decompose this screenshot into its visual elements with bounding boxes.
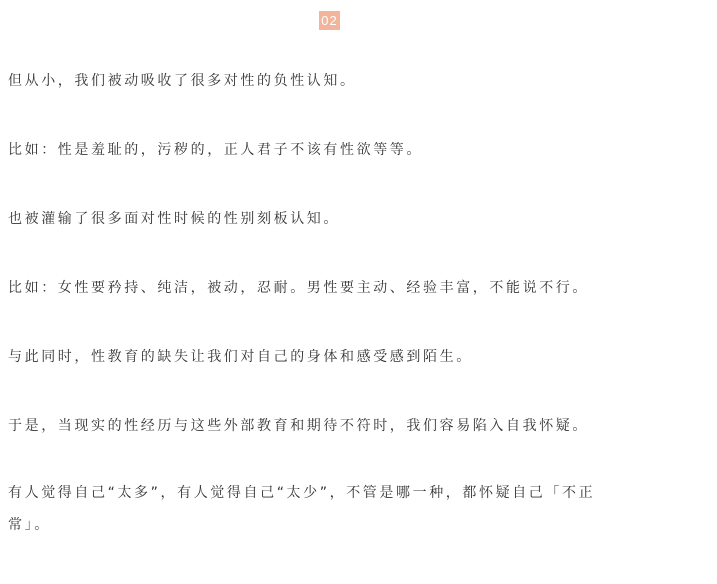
paragraph-3: 也被灌输了很多面对性时候的性别刻板认知。	[8, 211, 340, 227]
section-number-badge: 02	[319, 11, 340, 30]
paragraph-6: 于是，当现实的性经历与这些外部教育和期待不符时，我们容易陷入自我怀疑。	[8, 418, 589, 434]
article-body	[8, 68, 608, 584]
paragraph-4: 比如：女性要矜持、纯洁，被动，忍耐。男性要主动、经验丰富，不能说不行。	[8, 280, 589, 296]
paragraph-2: 比如：性是羞耻的，污秽的，正人君子不该有性欲等等。	[8, 142, 423, 158]
paragraph-1: 但从小，我们被动吸收了很多对性的负性认知。	[8, 73, 357, 89]
paragraph-5: 与此同时，性教育的缺失让我们对自己的身体和感受感到陌生。	[8, 349, 473, 365]
paragraph-7: 有人觉得自己“太多”，有人觉得自己“太少”，不管是哪一种，都怀疑自己「不正常」。	[8, 485, 596, 533]
